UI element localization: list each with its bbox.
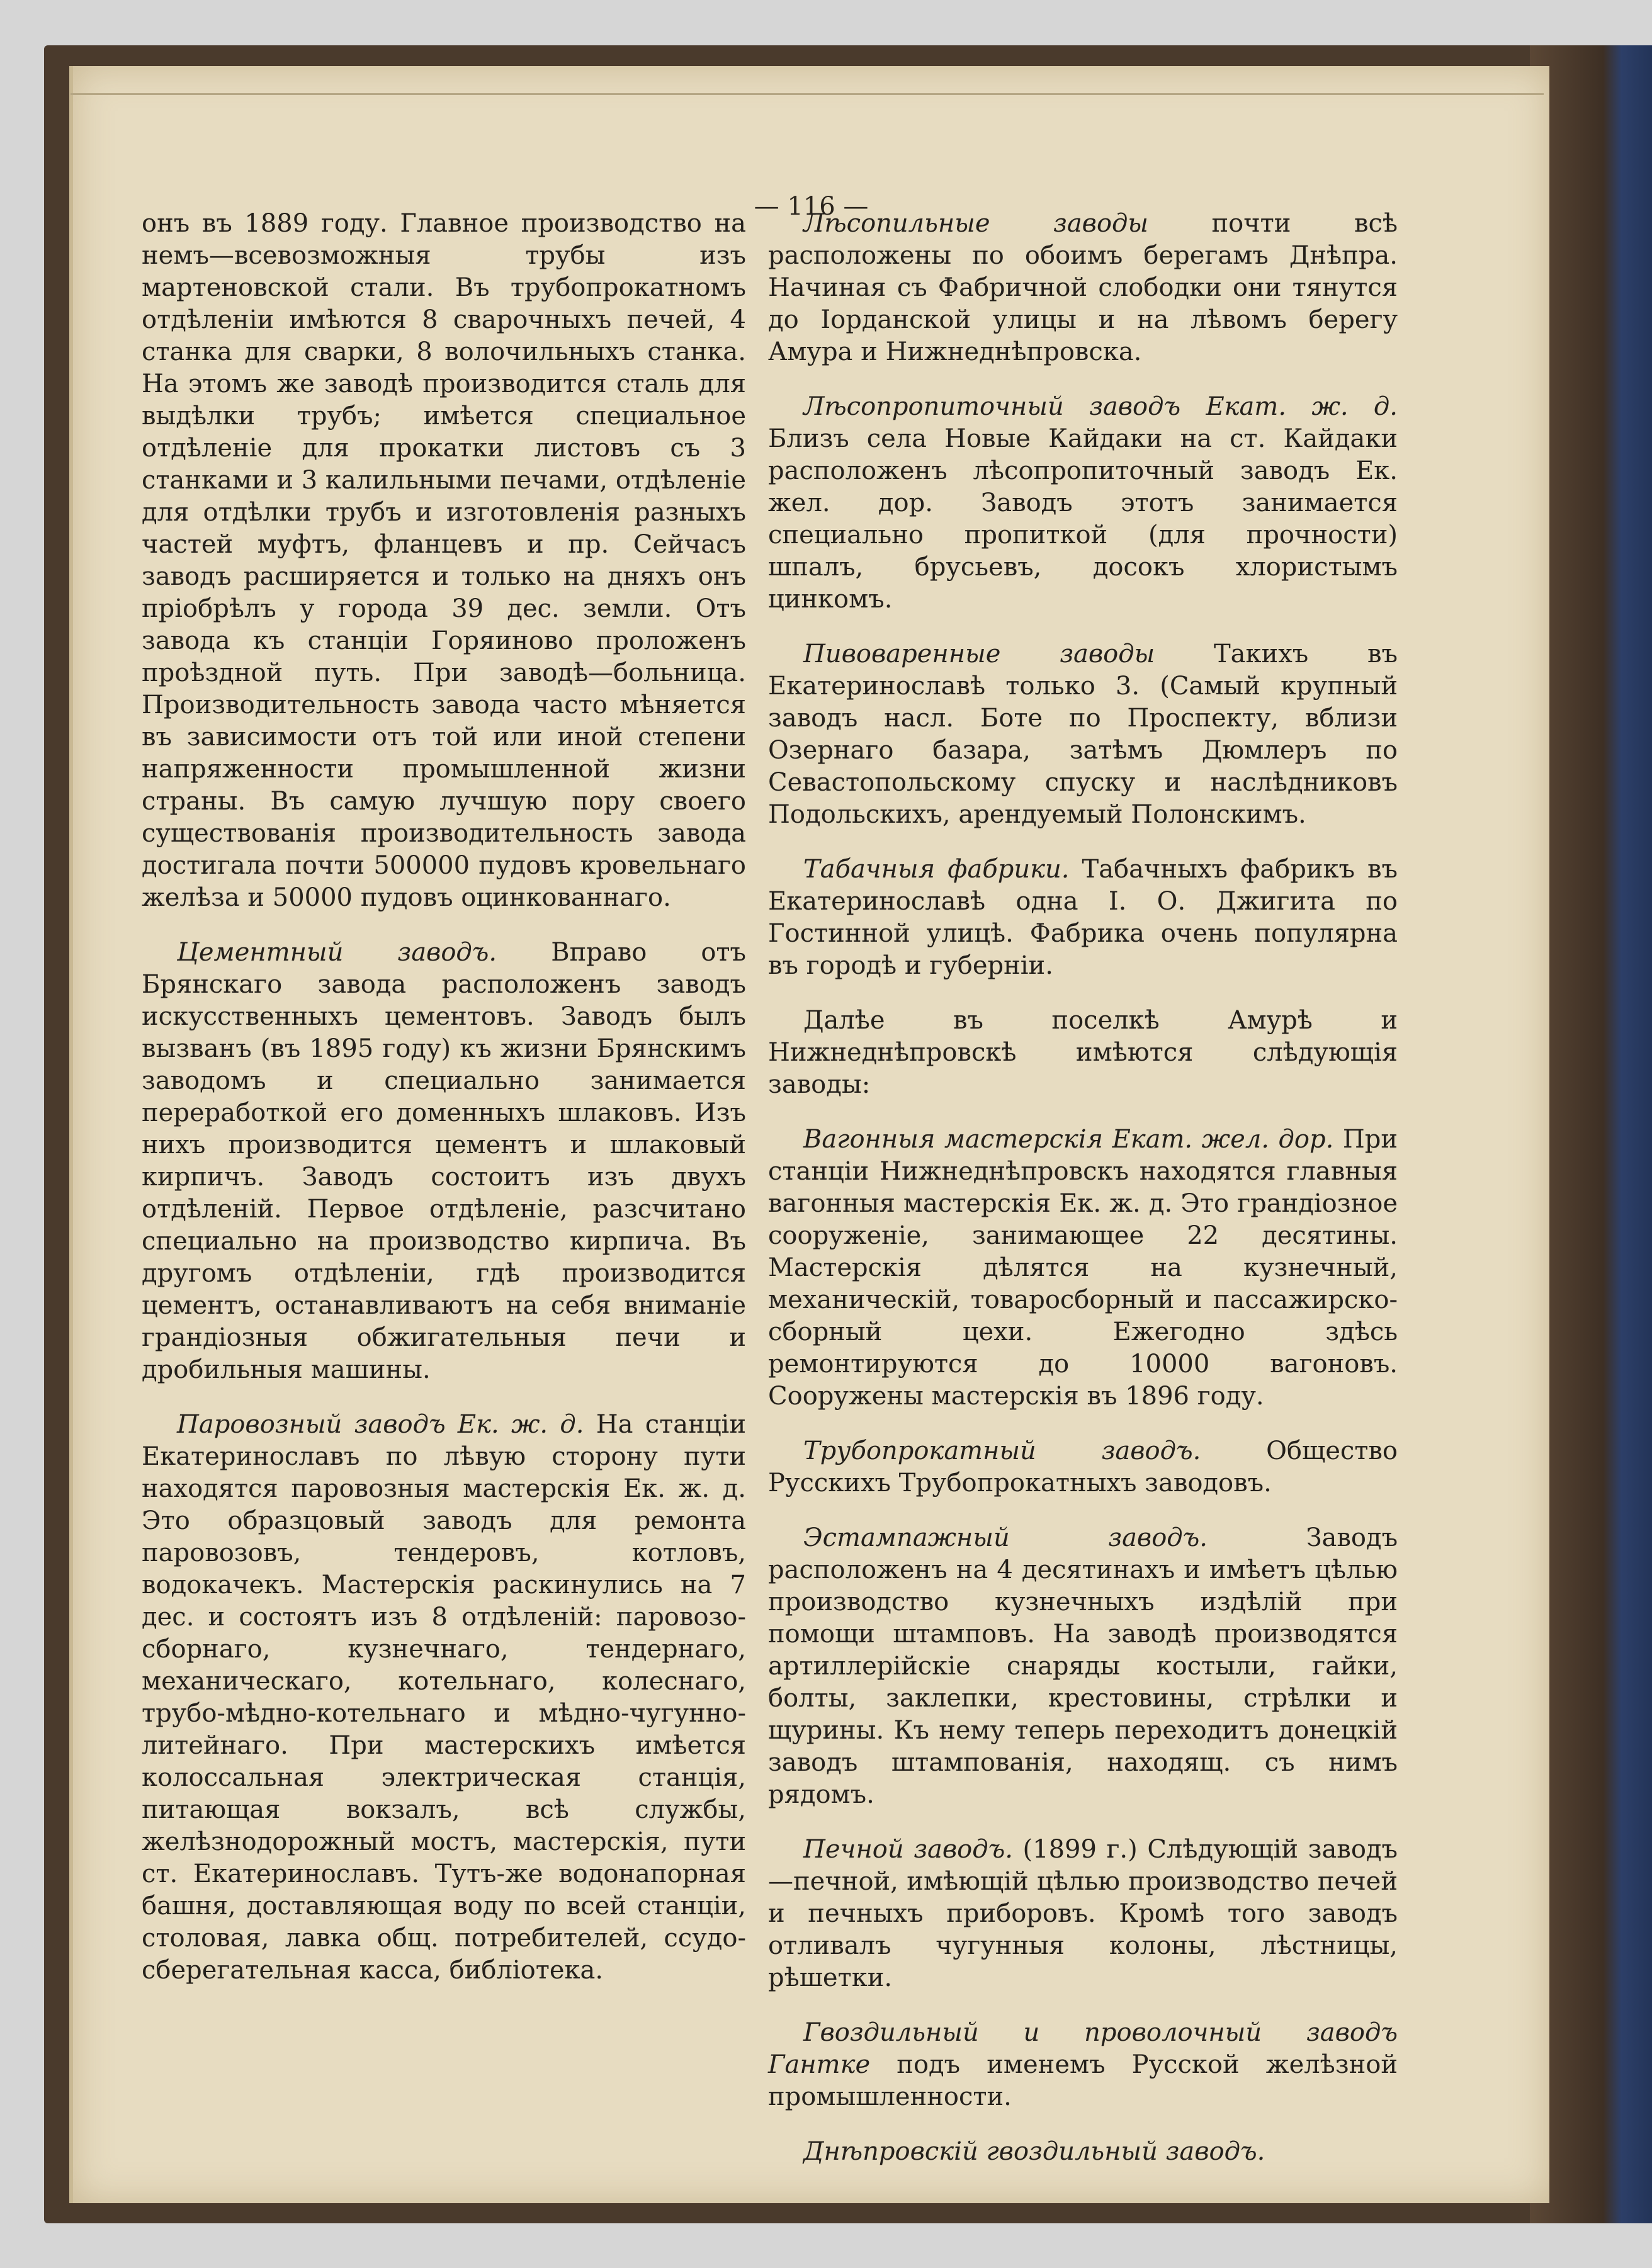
page-number: — 116 — [754,192,869,221]
paragraph-heading: Паровозный заводъ Ек. ж. д. [177,1410,584,1439]
paragraph-text: На станціи Екатеринославъ по лѣвую сторону пути находятся паровозныя мастерскія Ек. ж. д. Это образцовый заводъ для ремонта паровозовъ, тендеровъ, котловъ, водокачекъ. Мастерскія раскинулись на 7 дес. и состоятъ изъ 8 отдѣленій: паровозо-сборнаго, кузнечнаго, тендернаго, механическаго, котельнаго, колеснаго, трубо-мѣдно-котельнаго и мѣдно-чугунно-литейнаго. При мастерскихъ имѣется колоссальная электрическая станція, питающая вокзалъ, всѣ службы, желѣзнодорожный мостъ, мастерскія, пути ст. Екатеринославъ. Тутъ-же водонапорная башня, доставляющая воду по всей станціи, столовая, лавка общ. потребителей, ссудо-сберегательная касса, библіотека. [142,1410,746,1985]
paragraph [768,2136,1398,2168]
paragraph [768,854,1398,982]
paragraph [768,1522,1398,1811]
paragraph-text: Общество Русскихъ Трубопрокатныхъ заводовъ. [768,1436,1398,1498]
right-column [768,208,1398,2191]
paragraph-text: Такихъ въ Екатеринославѣ только 3. (Самый крупный заводъ насл. Боте по Проспекту, вблизи Озернаго базара, затѣмъ Дюмлеръ по Севастопольскому спуску и наслѣдниковъ Подольскихъ, арендуемый Полонскимъ. [768,640,1398,829]
paragraph-heading: Табачныя фабрики. [803,855,1070,884]
page-edge-line [71,93,1544,95]
paragraph-heading: Лѣсопропиточный заводъ Екат. ж. д. [803,392,1398,421]
paragraph-text: При станціи Нижнеднѣпровскъ находятся главныя вагонныя мастерскія Ек. ж. д. Это грандіозное сооруженіе, занимающее 22 десятины. Мастерскія дѣлятся на кузнечный, механическій, товаросборный и пассажирско-сборный цехи. Ежегодно здѣсь ремонтируются до 10000 вагоновъ. Сооружены мастерскія въ 1896 году. [768,1125,1398,1411]
paragraph-text: Заводъ расположенъ на 4 десятинахъ и имѣетъ цѣлью производство кузнечныхъ издѣлій при помощи штамповъ. На заводѣ производятся артиллерійскіе снаряды костыли, гайки, болты, заклепки, крестовины, стрѣлки и щурины. Къ нему теперь переходитъ донецкій заводъ штампованія, находящ. съ нимъ рядомъ. [768,1523,1398,1809]
paragraph [768,208,1398,368]
paragraph [768,1435,1398,1499]
left-column [142,208,746,2009]
paragraph-text: Далѣе въ поселкѣ Амурѣ и Нижнеднѣпровскѣ имѣются слѣдующія заводы: [768,1006,1398,1099]
paragraph-text: (1899 г.) Слѣдующій заводъ—печной, имѣющій цѣлью производство печей и печныхъ приборовъ. Кромѣ того заводъ отливалъ чугунныя колоны, лѣстницы, рѣшетки. [768,1835,1398,1992]
paragraph-heading: Печной заводъ. [803,1835,1013,1864]
paragraph-text: Табачныхъ фабрикъ въ Екатеринославѣ одна I. О. Джигита по Гостинной улицѣ. Фабрика очень популярна въ городѣ и губерніи. [768,855,1398,980]
paragraph-heading: Днѣпровскій гвоздильный заводъ. [803,2137,1265,2166]
paragraph-heading: Вагонныя мастерскія Екат. жел. дор. [803,1125,1334,1154]
paragraph-heading: Трубопрокатный заводъ. [803,1436,1201,1465]
paragraph [768,2017,1398,2113]
paragraph-heading: Эстампажный заводъ. [803,1523,1208,1552]
paragraph [142,1409,746,1987]
paragraph-heading: Цементный заводъ. [177,938,497,967]
paragraph [768,1834,1398,1994]
paragraph [142,937,746,1386]
paragraph-text: почти всѣ расположены по обоимъ берегамъ Днѣпра. Начиная съ Фабричной слободки они тянутся до Іорданской улицы и на лѣвомъ берегу Амура и Нижнеднѣпровска. [768,209,1398,366]
paragraph-heading: Гвоздильный и проволочный заводъ Гантке [768,2018,1398,2079]
paragraph [768,1124,1398,1413]
paragraph-text: подъ именемъ Русской желѣзной промышленности. [768,2050,1398,2111]
paragraph-text: онъ въ 1889 году. Главное производство на немъ—всевозможныя трубы изъ мартеновской стали. Въ трубопрокатномъ отдѣленіи имѣются 8 сварочныхъ печей, 4 станка для сварки, 8 волочильныхъ станка. На этомъ же заводѣ производится сталь для выдѣлки трубъ; имѣется специальное отдѣленіе для прокатки листовъ съ 3 станками и 3 калильными печами, отдѣленіе для отдѣлки трубъ и изготовленія разныхъ частей муфтъ, фланцевъ и пр. Сейчасъ заводъ расширяется и только на дняхъ онъ пріобрѣлъ у города 39 дес. земли. Отъ завода къ станціи Горяиново проложенъ проѣздной путь. При заводѣ—больница. Производительность завода часто мѣняется въ зависимости отъ той или иной степени напряженности промышленной жизни страны. Въ самую лучшую пору своего существованія производительность завода достигала почти 500000 пудовъ кровельнаго желѣза и 50000 пудовъ оцинкованнаго. [142,209,746,912]
paragraph-text: Вправо отъ Брянскаго завода расположенъ заводъ искусственныхъ цементовъ. Заводъ былъ вызванъ (въ 1895 году) къ жизни Брянскимъ заводомъ и специально занимается переработкой его доменныхъ шлаковъ. Изъ нихъ производится цементъ и шлаковый кирпичъ. Заводъ состоитъ изъ двухъ отдѣленій. Первое отдѣленіе, разсчитано специально на производство кирпича. Въ другомъ отдѣленіи, гдѣ производится цементъ, останавливаютъ на себя вниманіе грандіозныя обжигательныя печи и дробильныя машины. [142,938,747,1384]
paragraph-heading: Пивоваренные заводы [803,640,1155,669]
paragraph [768,391,1398,616]
paragraph [142,208,746,914]
paragraph [768,1005,1398,1101]
paragraph [768,638,1398,831]
paragraph-heading: Лѣсопильные заводы [803,209,1148,238]
paragraph-text: Близъ села Новые Кайдаки на ст. Кайдаки расположенъ лѣсопропиточный заводъ Ек. жел. дор. Заводъ этотъ занимается специально пропиткой (для прочности) шпалъ, брусьевъ, досокъ хлористымъ цинкомъ. [768,424,1398,614]
